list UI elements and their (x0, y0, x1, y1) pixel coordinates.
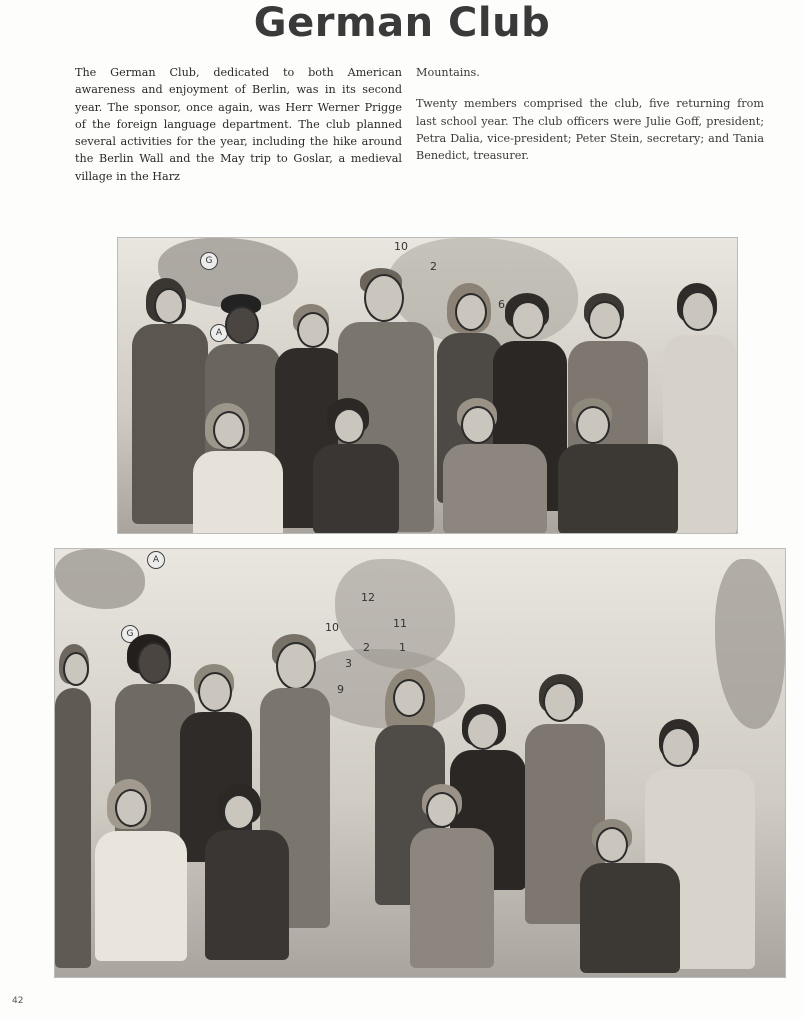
article-paragraph-2: Twenty members comprised the club, five returning from last school year. The club officers were Julie Goff, president; Petra Dalia, vice-president; Peter Stein, secretary; and Tania Benedict, treasurer. (416, 97, 764, 163)
map-badge: G (200, 252, 218, 270)
map-badge: A (147, 551, 165, 569)
article-left-column (75, 64, 402, 185)
map-number: 10 (394, 240, 408, 253)
map-number: 2 (363, 641, 370, 654)
map-number: 9 (337, 683, 344, 696)
page-title: German Club (253, 0, 551, 46)
map-number: 12 (361, 591, 375, 604)
map-badge: A (210, 324, 228, 342)
map-number: 2 (430, 260, 437, 273)
page-number: 42 (12, 996, 24, 1006)
map-number: 3 (345, 657, 352, 670)
map-number: 10 (325, 621, 339, 634)
wall-map-shape (715, 559, 785, 729)
map-number: 6 (498, 298, 505, 311)
article-paragraph-1: The German Club, dedicated to both American awareness and enjoyment of Berlin, was in its second year. The sponsor, once again, was Herr Werner Prigge of the foreign language department. The club planned several activities for the year, including the hike around the Berlin Wall and the May trip to Goslar, a medieval village in the Harz (75, 66, 402, 183)
article-paragraph-1-continued: Mountains. (416, 66, 480, 79)
wall-map-shape (55, 549, 145, 609)
map-number: 11 (393, 617, 407, 630)
map-badge: G (121, 625, 139, 643)
club-photo-bottom (54, 548, 786, 978)
map-number: 1 (399, 641, 406, 654)
article-right-column (416, 64, 764, 164)
club-photo-top (117, 237, 738, 534)
